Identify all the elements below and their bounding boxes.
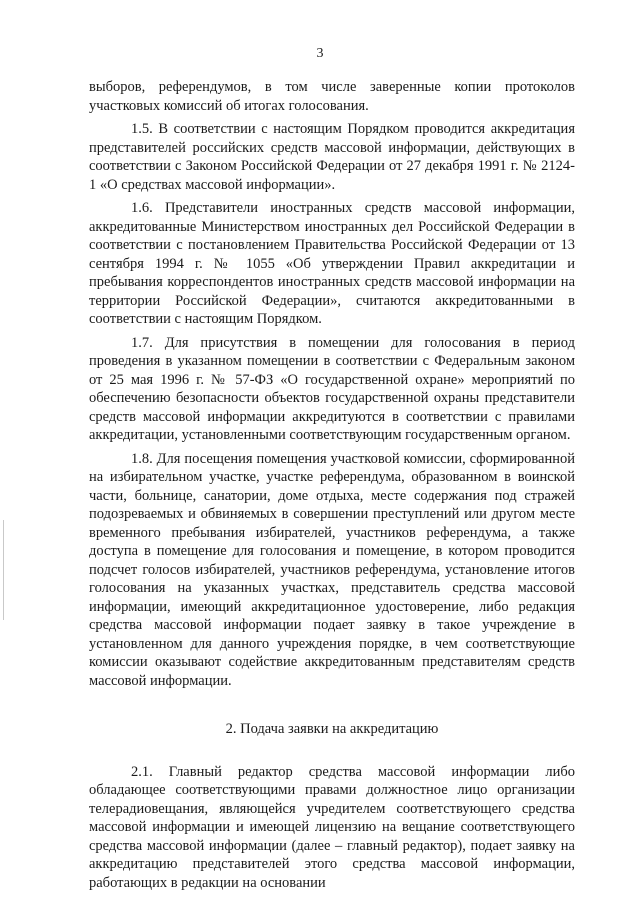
scan-edge-mark [3, 520, 4, 620]
paragraph-1-8: 1.8. Для посещения помещения участковой комиссии, сформированной на избирательном участке, участке референдума, образованном в воинской части, больнице, санатории, доме отдыха, месте содержания под стражей подозреваемых и обвиняемых в совершении преступлений или другом месте временного пребывания избирателей, участников референдума, а также доступа в помещение для голосования и помещение, в котором проводится подсчет голосов избирателей, участников референдума, установление итогов голосования на указанных участках, представитель средства массовой информации, имеющий аккредитационное удостоверение, либо редакция средства массовой информации подает заявку в такое учреждение в установленном для данного учреждения порядке, в чем соответствующие комиссии оказывают содействие аккредитованным представителям средств массовой информации. [89, 450, 575, 689]
page-number: 3 [316, 46, 324, 61]
paragraph-2-1: 2.1. Главный редактор средства массовой информации либо обладающее соответствующими правами должностное лицо организации телерадиовещания, являющейся учредителем соответствующего средства массовой информации и имеющей лицензию на вещание соответствующего средства массовой информации (далее – главный редактор), подает заявку на аккредитацию представителей этого средства массовой информации, работающих в редакции на основании [89, 763, 575, 891]
paragraph-1-6: 1.6. Представители иностранных средств массовой информации, аккредитованные Министерством иностранных дел Российской Федерации в соответствии с постановлением Правительства Российской Федерации от 13 сентября 1994 г. № 1055 «Об утверждении Правил аккредитации и пребывания корреспондентов иностранных средств массовой информации на территории Российской Федерации», считаются аккредитованными в соответствии с настоящим Порядком. [89, 200, 575, 327]
section-2-heading: 2. Подача заявки на аккредитацию [225, 721, 439, 737]
paragraph-1-7: 1.7. Для присутствия в помещении для голосования в период проведения в указанном помещении в соответствии с Федеральным законом от 25 мая 1996 г. № 57-ФЗ «О государственной охране» мероприятий по обеспечению безопасности объектов государственной охраны представители средств массовой информации аккредитуются в соответствии с правилами аккредитации, установленными соответствующим государственным органом. [89, 334, 575, 443]
paragraph-1-5: 1.5. В соответствии с настоящим Порядком проводится аккредитация представителей российских средств массовой информации, действующих в соответствии с Законом Российской Федерации от 27 декабря 1991 г. № 2124-1 «О средствах массовой информации». [89, 121, 575, 193]
paragraph-intro-continuation: выборов, референдумов, в том числе заверенные копии протоколов участковых комиссий об итогах голосования. [89, 79, 575, 114]
document-body [89, 78, 575, 892]
